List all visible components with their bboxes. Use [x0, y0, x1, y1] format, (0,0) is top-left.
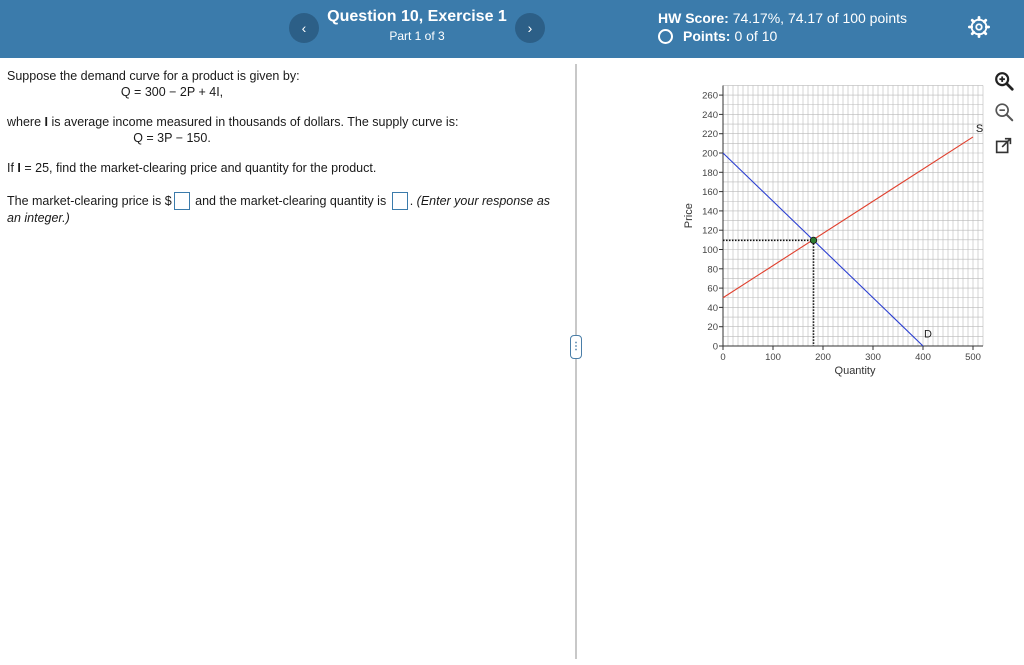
task-pre: If	[7, 161, 18, 175]
y-tick-label: 0	[712, 341, 718, 353]
panel-resize-handle[interactable]: ⋮	[570, 335, 582, 359]
zoom-out-icon[interactable]	[993, 101, 1015, 123]
x-tick-label: 100	[765, 352, 781, 363]
y-tick-label: 180	[702, 167, 718, 179]
y-tick-label: 80	[707, 264, 718, 276]
x-tick-label: 0	[720, 352, 726, 363]
answer-hint: (Enter your response as an integer.)	[7, 194, 551, 225]
y-tick-label: 100	[702, 245, 718, 256]
x-tick-label: 500	[965, 352, 981, 363]
answer-pre: The market-clearing price is $	[7, 194, 172, 208]
y-tick-label: 240	[702, 109, 718, 121]
y-tick-label: 20	[707, 322, 718, 334]
chevron-left-icon: ‹	[301, 20, 307, 36]
zoom-in-icon[interactable]	[993, 70, 1015, 92]
next-question-button[interactable]	[515, 13, 545, 43]
popout-icon[interactable]	[993, 135, 1015, 157]
answer-text	[7, 192, 567, 226]
hw-score-label: HW Score:	[658, 10, 729, 26]
y-tick-label: 60	[707, 283, 718, 295]
question-intro: Suppose the demand curve for a product is given by:	[7, 69, 300, 83]
price-answer-input[interactable]	[174, 192, 190, 210]
demand-equation: Q = 300 − 2P + 4I,	[120, 85, 224, 99]
income-var: I	[44, 115, 49, 129]
y-tick-label: 220	[702, 129, 718, 141]
previous-question-button[interactable]	[289, 13, 319, 43]
task-text	[7, 160, 567, 176]
task-var: I	[17, 161, 21, 175]
x-tick-label: 400	[915, 352, 931, 363]
series-label-S: S	[975, 122, 984, 135]
hw-score	[658, 10, 907, 26]
income-post: is average income measured in thousands of dollars. The supply curve is:	[48, 115, 459, 129]
y-tick-label: 40	[707, 302, 718, 314]
y-tick-label: 160	[702, 187, 718, 199]
question-panel	[7, 68, 567, 226]
answer-mid: and the market-clearing quantity is	[191, 194, 390, 208]
question-part: Part 1 of 3	[389, 29, 445, 43]
x-axis-label: Quantity	[834, 365, 876, 377]
hw-score-value: 74.17%, 74.17 of 100 points	[732, 10, 908, 26]
settings-gear-icon[interactable]	[968, 16, 990, 38]
equilibrium-point	[810, 237, 816, 243]
task-post: = 25, find the market-clearing price and quantity for the product.	[20, 161, 377, 175]
points-value: 0 of 10	[734, 28, 778, 44]
question-title: Question 10, Exercise 1	[327, 8, 507, 25]
y-tick-label: 200	[702, 148, 718, 160]
supply-equation: Q = 3P − 150.	[133, 131, 211, 145]
y-axis-label: Price	[683, 203, 695, 229]
x-tick-label: 200	[815, 352, 831, 363]
y-tick-label: 260	[702, 90, 718, 102]
answer-post: .	[409, 194, 414, 208]
supply-demand-graph	[675, 80, 985, 380]
income-pre: where	[7, 115, 45, 129]
y-tick-label: 120	[702, 225, 718, 237]
quantity-answer-input[interactable]	[392, 192, 408, 210]
panel-divider[interactable]	[575, 64, 577, 659]
chevron-right-icon: ›	[527, 20, 533, 36]
y-tick-label: 140	[702, 206, 718, 218]
header-bar	[0, 0, 1024, 58]
series-label-D: D	[924, 328, 932, 341]
income-text	[7, 114, 567, 130]
points-status	[658, 28, 777, 44]
points-label: Points:	[683, 28, 731, 44]
x-tick-label: 300	[865, 352, 881, 363]
points-circle-icon	[658, 29, 673, 44]
